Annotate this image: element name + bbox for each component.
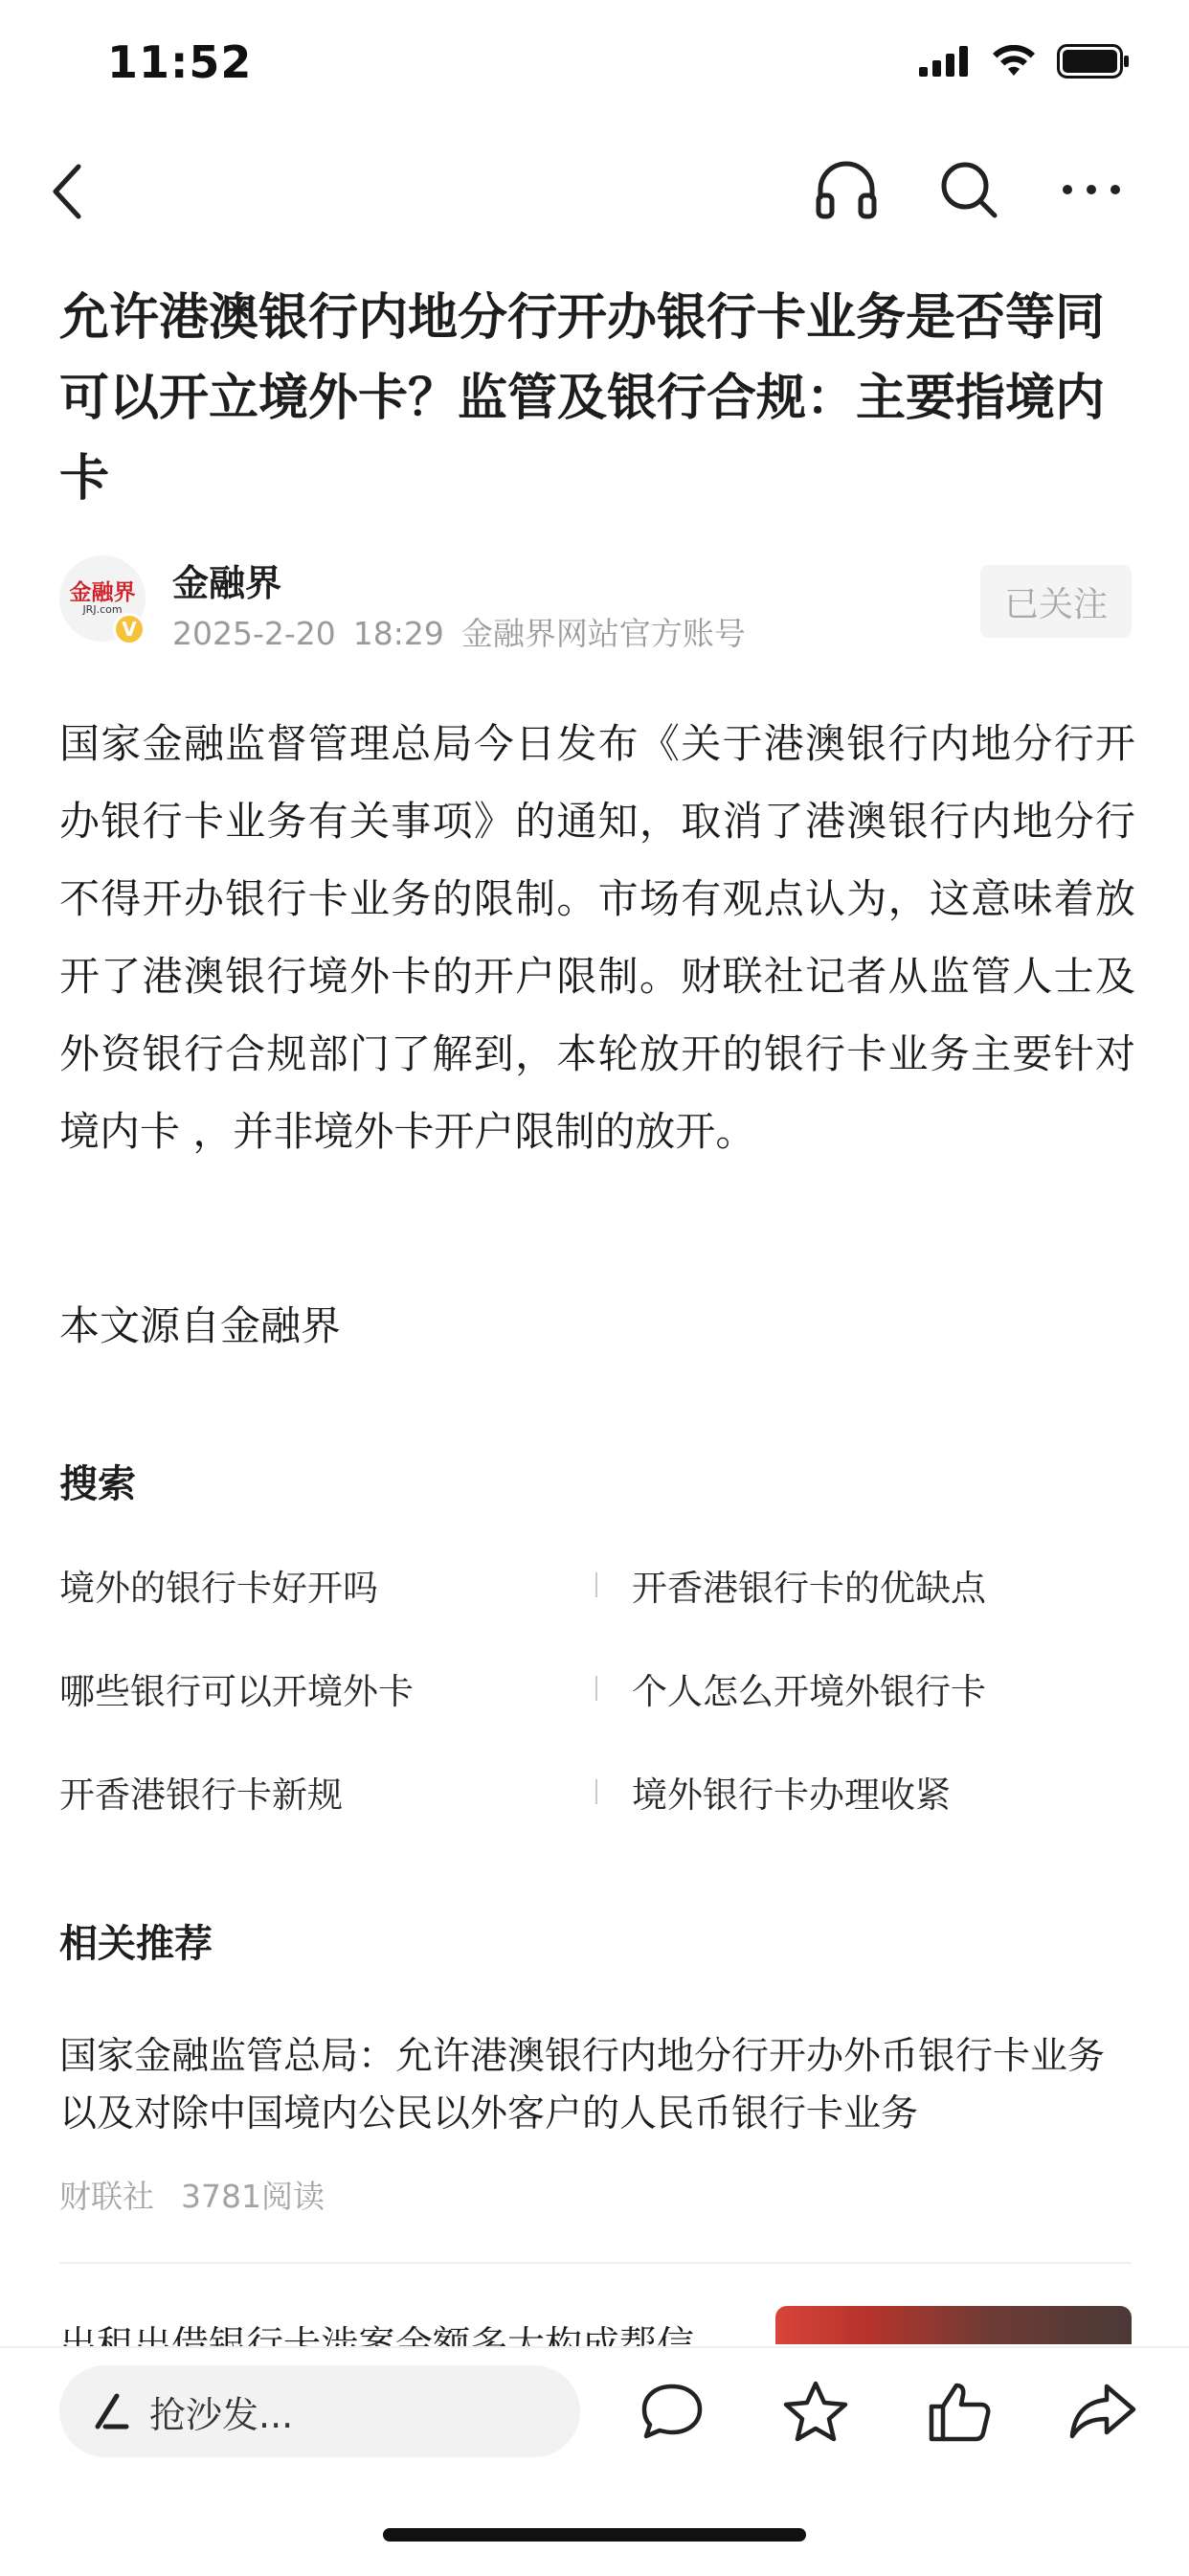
verified-badge-icon: V: [113, 613, 146, 645]
search-icon: [938, 159, 999, 220]
comment-placeholder: 抢沙发...: [149, 2393, 294, 2436]
chevron-left-icon: [50, 163, 84, 220]
search-suggestion[interactable]: 个人怎么开境外银行卡: [632, 1671, 986, 1712]
more-button[interactable]: [1053, 151, 1130, 228]
article-body: 国家金融监督管理总局今日发布《关于港澳银行内地分行开办银行卡业务有关事项》的通知，取消了港澳银行内地分行不得开办银行卡业务的限制。市场有观点认为，这意味着放开了港澳银行境外卡的开户限制。财联社记者从监管人士及外资银行合规部门了解到，本轮放开的银行卡业务主要针对境内卡 ，并非境外卡开户限制的放开。: [59, 720, 1135, 1155]
related-section-title: 相关推荐: [59, 1922, 213, 1966]
search-button[interactable]: [931, 151, 1007, 228]
author-name[interactable]: 金融界: [172, 562, 282, 604]
related-article-reads: 3781阅读: [181, 2178, 325, 2215]
search-suggestion[interactable]: 开香港银行卡新规: [59, 1774, 343, 1816]
related-article-source: 财联社: [59, 2178, 154, 2215]
comment-button[interactable]: [632, 2371, 712, 2452]
related-article-title[interactable]: 国家金融监管总局：允许港澳银行内地分行开办外币银行卡业务以及对除中国境内公民以外客户的人民币银行卡业务: [59, 2035, 1106, 2135]
status-time: 11:52: [107, 36, 253, 88]
search-suggestion[interactable]: 哪些银行可以开境外卡: [59, 1671, 414, 1712]
search-section-title: 搜索: [59, 1462, 136, 1506]
publish-date: 2025-2-20: [172, 615, 336, 652]
more-icon: [1061, 183, 1122, 196]
search-suggestion-cell: [595, 1662, 1132, 1714]
star-icon: [782, 2380, 849, 2443]
comment-input[interactable]: [59, 2365, 580, 2457]
battery-icon: [1057, 44, 1130, 79]
author-meta: [172, 609, 763, 654]
share-icon: [1068, 2381, 1137, 2442]
column-divider: [595, 1779, 597, 1804]
follow-button[interactable]: 已关注: [980, 565, 1132, 638]
article-source: 本文源自金融界: [59, 1302, 342, 1349]
author-account: 金融界网站官方账号: [460, 615, 746, 652]
home-indicator: [383, 2528, 806, 2542]
publish-time: 18:29: [352, 615, 444, 652]
article-title: 允许港澳银行内地分行开办银行卡业务是否等同可以开立境外卡？监管及银行合规：主要指境内卡: [59, 289, 1106, 508]
search-suggestion[interactable]: 境外的银行卡好开吗: [59, 1568, 378, 1609]
search-row: [59, 1766, 1132, 1869]
related-article-thumbnail[interactable]: [775, 2306, 1132, 2344]
column-divider: [595, 1676, 597, 1701]
back-button[interactable]: [38, 153, 96, 230]
search-suggestion-cell: [595, 1766, 1132, 1818]
search-row: [59, 1559, 1132, 1662]
comment-icon: [639, 2381, 706, 2442]
thumbs-up-icon: [926, 2380, 993, 2443]
search-suggestions: [59, 1559, 1132, 1869]
wifi-icon: [992, 45, 1036, 78]
status-icons: [919, 44, 1130, 79]
column-divider: [595, 1572, 597, 1597]
listen-button[interactable]: [808, 151, 885, 228]
search-suggestion-cell: [595, 1559, 1132, 1611]
avatar-logo-sub: JRJ.com: [82, 603, 123, 616]
share-button[interactable]: [1063, 2371, 1143, 2452]
like-button[interactable]: [919, 2371, 999, 2452]
headphones-icon: [815, 159, 878, 220]
favorite-button[interactable]: [775, 2371, 856, 2452]
search-suggestion[interactable]: 开香港银行卡的优缺点: [632, 1568, 986, 1609]
related-article-meta: [59, 2172, 351, 2217]
pen-icon: [92, 2390, 130, 2432]
divider: [59, 2262, 1132, 2264]
search-row: [59, 1662, 1132, 1766]
avatar-logo-text: 金融界: [69, 580, 136, 605]
cellular-signal-icon: [919, 46, 971, 77]
search-suggestion[interactable]: 境外银行卡办理收紧: [632, 1774, 951, 1816]
